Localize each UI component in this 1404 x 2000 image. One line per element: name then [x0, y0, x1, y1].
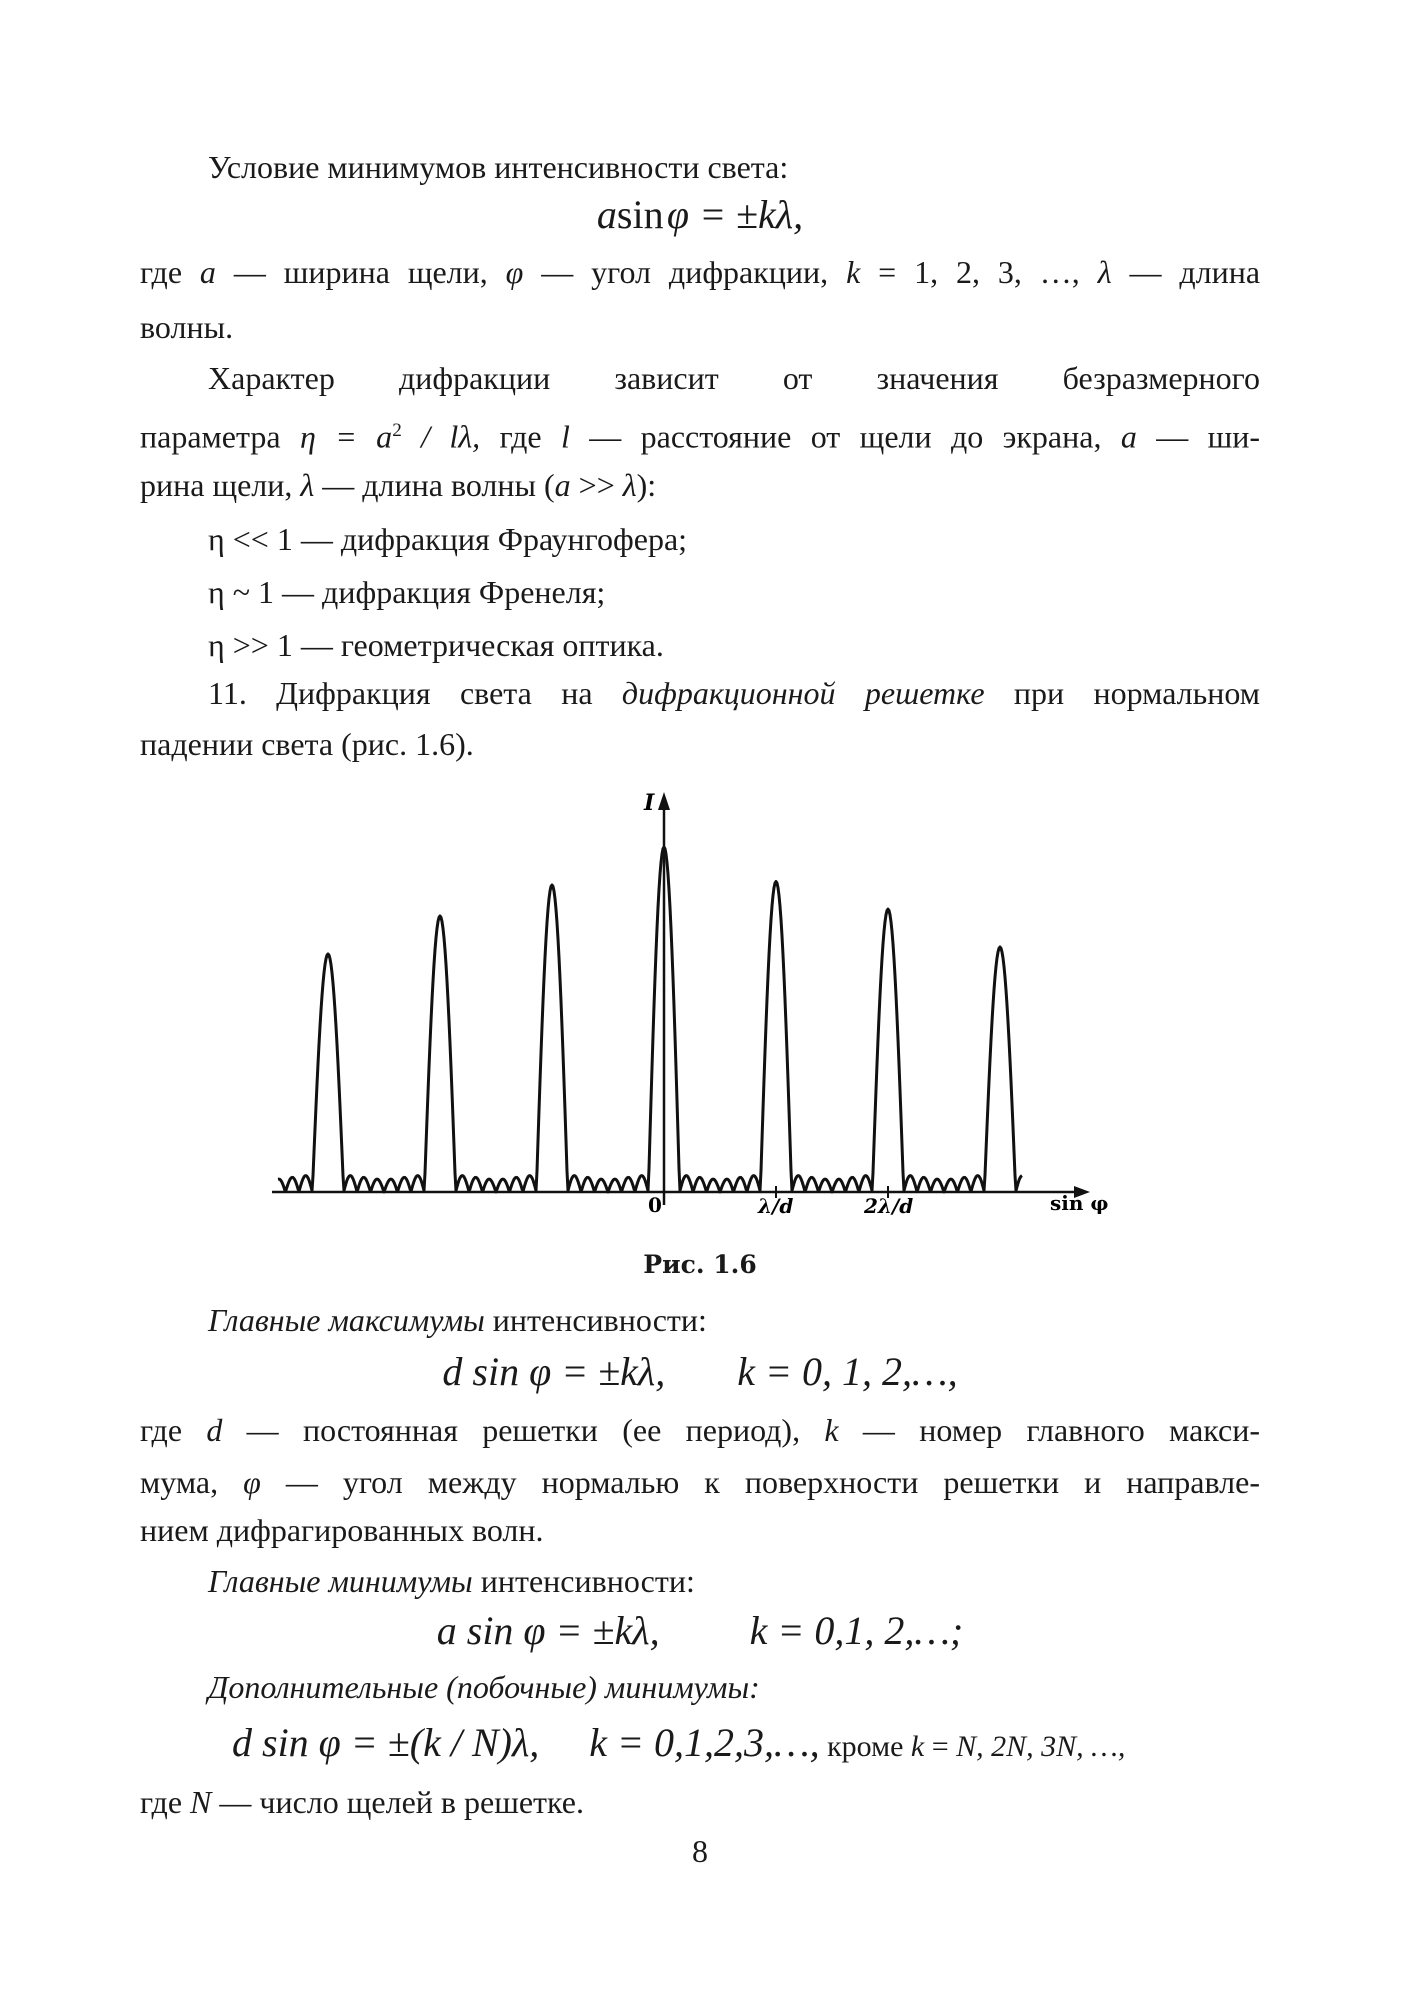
tick-label-0: 0 — [648, 1193, 662, 1217]
list-item: η ~ 1 — дифракция Френеля; — [208, 574, 606, 610]
paragraph-grating-constant-l3: нием дифрагированных волн. — [140, 1512, 544, 1548]
formula-principal-minima: a sin φ = ±kλ, k = 0,1, 2,…; — [436, 1608, 964, 1653]
paragraph-character-line2: параметра $\eta = a^2 / l\lambda$, где l — расстояние от щели до экрана, a — ши- — [140, 418, 1261, 455]
tick-label-1: λ/d — [758, 1194, 794, 1218]
tick-label-2: 2λ/d — [864, 1194, 914, 1218]
chart-axes — [272, 792, 1090, 1205]
y-axis-label: I — [644, 790, 655, 816]
paragraph-principal-minima: Главные минимумы интенсивности: — [208, 1563, 695, 1599]
page-number: 8 — [692, 1833, 708, 1869]
paragraph-definitions-cont: волны. — [140, 309, 234, 345]
formula-principal-maxima: d sin φ = ±kλ, k = 0, 1, 2,…, — [442, 1349, 958, 1394]
paragraph-character-line3: рина щели, λ — длина волны (a >> λ): — [140, 467, 657, 503]
formula-single-slit-minima: asin φ = ±kλ, — [596, 192, 804, 237]
paragraph-grating-constant-l2: мума, φ — угол между нормалью к поверхности решетки и направле- — [140, 1464, 1261, 1500]
intensity-curve — [278, 847, 1022, 1192]
formula-secondary-minima: d sin φ = ±(k / N)λ, k = 0,1,2,3,…, кроме k = N, 2N, 3N, …, — [232, 1720, 1126, 1765]
list-item: η << 1 — дифракция Фраунгофера; — [208, 521, 688, 557]
paragraph-slit-count: где N — число щелей в решетке. — [140, 1784, 584, 1820]
paragraph-grating-constant-l1: где d — постоянная решетки (ее период), k — номер главного макси- — [140, 1412, 1261, 1448]
paragraph-principal-maxima: Главные максимумы интенсивности: — [208, 1302, 707, 1338]
x-axis-label: sin φ — [1050, 1191, 1109, 1215]
paragraph-grating-intro-cont: падении света (рис. 1.6). — [140, 726, 474, 762]
paragraph-character-line1: Характер дифракции зависит от значения безразмерного — [208, 360, 1260, 396]
paragraph-grating-intro: 11. Дифракция света на дифракционной решетке при нормальном — [208, 675, 1261, 711]
y-axis-arrow — [658, 792, 670, 810]
figure-caption: Рис. 1.6 — [643, 1250, 757, 1279]
paragraph-secondary-minima: Дополнительные (побочные) минимумы: — [208, 1669, 760, 1705]
text: Условие минимумов интенсивности света: — [208, 149, 789, 185]
paragraph-definitions: где a — ширина щели, φ — угол дифракции, k = 1, 2, 3, …, λ — длина — [140, 254, 1261, 290]
list-item: η >> 1 — геометрическая оптика. — [208, 627, 664, 663]
